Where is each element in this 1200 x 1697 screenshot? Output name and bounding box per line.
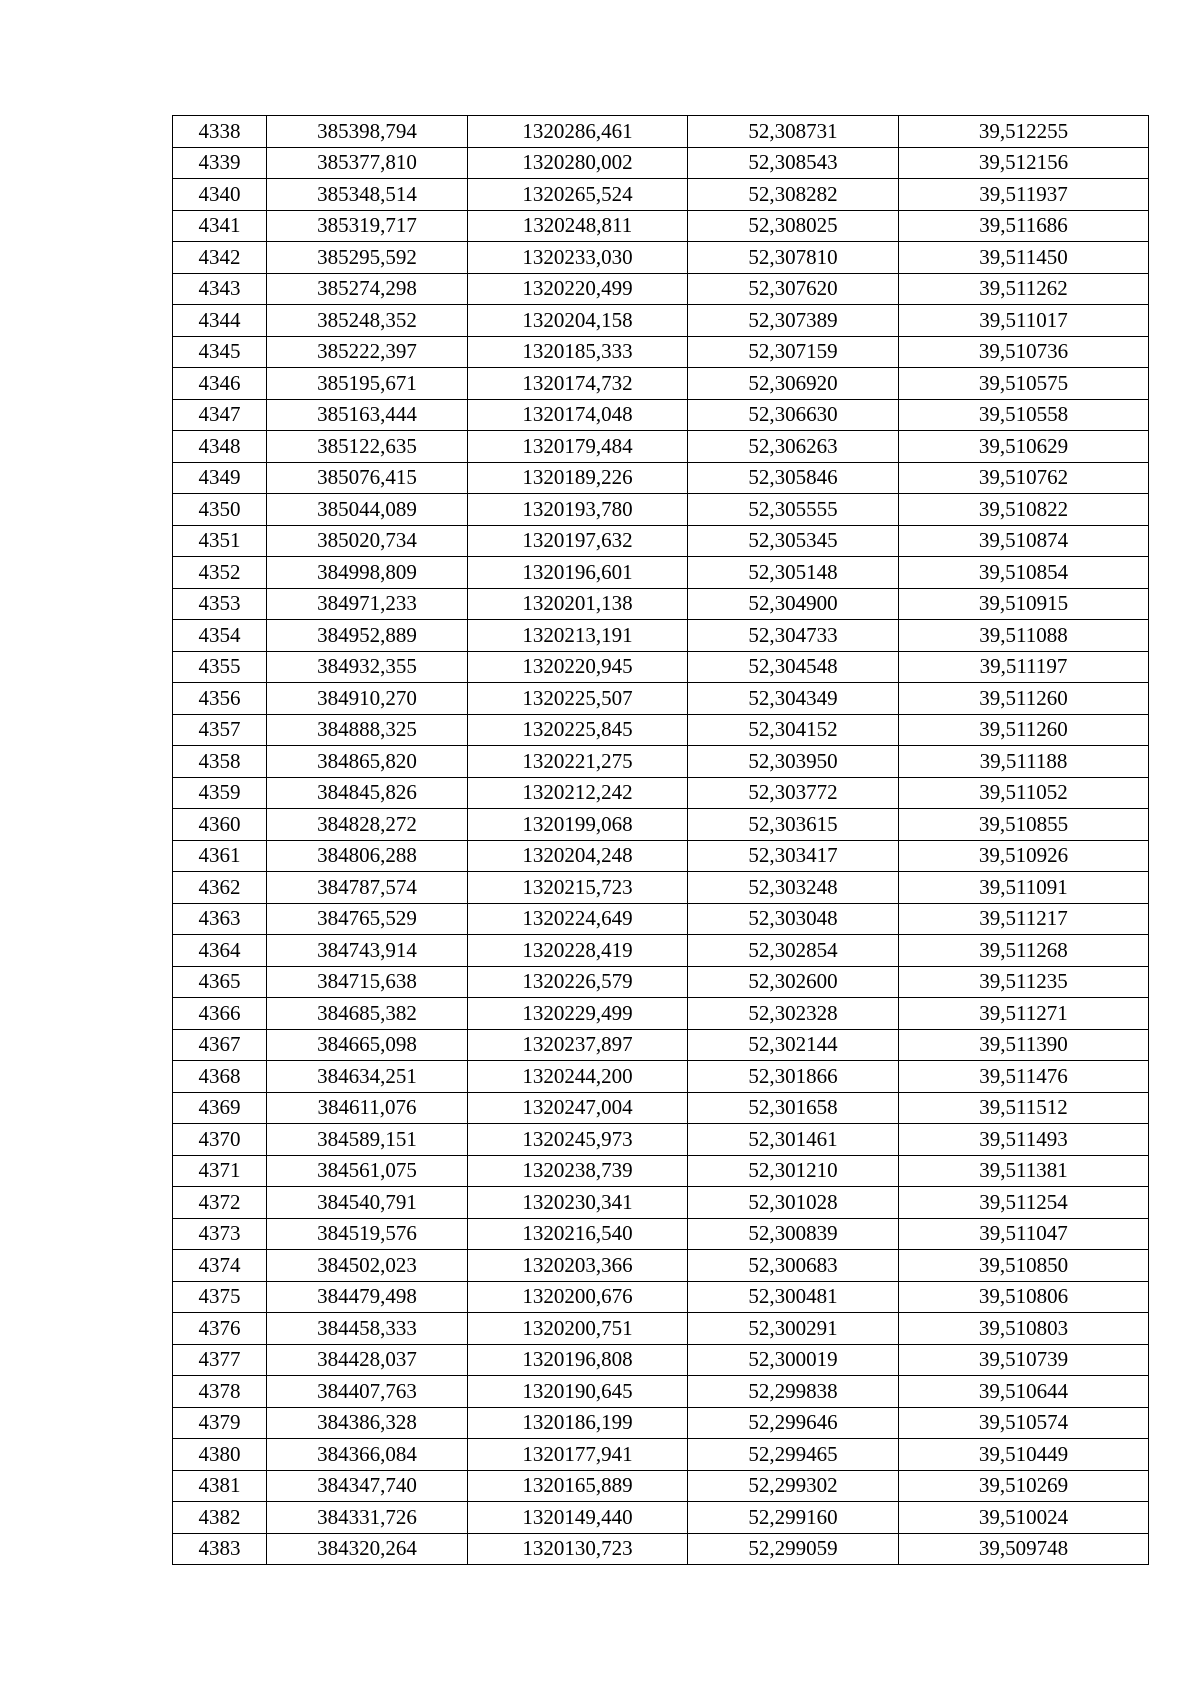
longitude-cell: 39,511088: [899, 620, 1149, 652]
latitude-cell: 52,299646: [688, 1407, 899, 1439]
longitude-cell: 39,510644: [899, 1376, 1149, 1408]
longitude-cell: 39,511381: [899, 1155, 1149, 1187]
coordinates-table-body: [173, 116, 1149, 1565]
point-number-cell: 4339: [173, 147, 267, 179]
y-coordinate-cell: 1320220,945: [468, 651, 688, 683]
x-coordinate-cell: 384932,355: [267, 651, 468, 683]
longitude-cell: 39,511091: [899, 872, 1149, 904]
point-number-cell: 4374: [173, 1250, 267, 1282]
table-row: [173, 620, 1149, 652]
longitude-cell: 39,510575: [899, 368, 1149, 400]
table-row: [173, 336, 1149, 368]
longitude-cell: 39,511235: [899, 966, 1149, 998]
point-number-cell: 4375: [173, 1281, 267, 1313]
longitude-cell: 39,511052: [899, 777, 1149, 809]
point-number-cell: 4352: [173, 557, 267, 589]
latitude-cell: 52,301461: [688, 1124, 899, 1156]
longitude-cell: 39,511390: [899, 1029, 1149, 1061]
table-row: [173, 305, 1149, 337]
table-row: [173, 1533, 1149, 1565]
longitude-cell: 39,512255: [899, 116, 1149, 148]
longitude-cell: 39,511047: [899, 1218, 1149, 1250]
point-number-cell: 4343: [173, 273, 267, 305]
table-row: [173, 1313, 1149, 1345]
x-coordinate-cell: 384428,037: [267, 1344, 468, 1376]
x-coordinate-cell: 384589,151: [267, 1124, 468, 1156]
longitude-cell: 39,511260: [899, 714, 1149, 746]
latitude-cell: 52,302328: [688, 998, 899, 1030]
y-coordinate-cell: 1320213,191: [468, 620, 688, 652]
longitude-cell: 39,511512: [899, 1092, 1149, 1124]
latitude-cell: 52,305148: [688, 557, 899, 589]
latitude-cell: 52,307810: [688, 242, 899, 274]
point-number-cell: 4356: [173, 683, 267, 715]
point-number-cell: 4376: [173, 1313, 267, 1345]
x-coordinate-cell: 384458,333: [267, 1313, 468, 1345]
x-coordinate-cell: 385348,514: [267, 179, 468, 211]
table-row: [173, 651, 1149, 683]
latitude-cell: 52,303950: [688, 746, 899, 778]
longitude-cell: 39,511450: [899, 242, 1149, 274]
x-coordinate-cell: 384611,076: [267, 1092, 468, 1124]
latitude-cell: 52,301866: [688, 1061, 899, 1093]
point-number-cell: 4349: [173, 462, 267, 494]
table-row: [173, 714, 1149, 746]
latitude-cell: 52,299838: [688, 1376, 899, 1408]
latitude-cell: 52,302144: [688, 1029, 899, 1061]
longitude-cell: 39,510850: [899, 1250, 1149, 1282]
latitude-cell: 52,303417: [688, 840, 899, 872]
x-coordinate-cell: 385398,794: [267, 116, 468, 148]
y-coordinate-cell: 1320245,973: [468, 1124, 688, 1156]
longitude-cell: 39,510739: [899, 1344, 1149, 1376]
longitude-cell: 39,510803: [899, 1313, 1149, 1345]
table-row: [173, 1029, 1149, 1061]
latitude-cell: 52,308025: [688, 210, 899, 242]
y-coordinate-cell: 1320244,200: [468, 1061, 688, 1093]
table-row: [173, 557, 1149, 589]
point-number-cell: 4363: [173, 903, 267, 935]
table-row: [173, 1155, 1149, 1187]
longitude-cell: 39,511260: [899, 683, 1149, 715]
x-coordinate-cell: 384366,084: [267, 1439, 468, 1471]
table-row: [173, 399, 1149, 431]
y-coordinate-cell: 1320179,484: [468, 431, 688, 463]
y-coordinate-cell: 1320196,601: [468, 557, 688, 589]
latitude-cell: 52,300839: [688, 1218, 899, 1250]
point-number-cell: 4341: [173, 210, 267, 242]
longitude-cell: 39,510736: [899, 336, 1149, 368]
y-coordinate-cell: 1320220,499: [468, 273, 688, 305]
point-number-cell: 4345: [173, 336, 267, 368]
y-coordinate-cell: 1320200,751: [468, 1313, 688, 1345]
point-number-cell: 4362: [173, 872, 267, 904]
point-number-cell: 4358: [173, 746, 267, 778]
longitude-cell: 39,510558: [899, 399, 1149, 431]
point-number-cell: 4340: [173, 179, 267, 211]
y-coordinate-cell: 1320215,723: [468, 872, 688, 904]
x-coordinate-cell: 385044,089: [267, 494, 468, 526]
y-coordinate-cell: 1320212,242: [468, 777, 688, 809]
x-coordinate-cell: 384386,328: [267, 1407, 468, 1439]
longitude-cell: 39,512156: [899, 147, 1149, 179]
latitude-cell: 52,307389: [688, 305, 899, 337]
latitude-cell: 52,304349: [688, 683, 899, 715]
latitude-cell: 52,305345: [688, 525, 899, 557]
latitude-cell: 52,301028: [688, 1187, 899, 1219]
point-number-cell: 4360: [173, 809, 267, 841]
x-coordinate-cell: 385248,352: [267, 305, 468, 337]
latitude-cell: 52,300291: [688, 1313, 899, 1345]
longitude-cell: 39,511017: [899, 305, 1149, 337]
longitude-cell: 39,511493: [899, 1124, 1149, 1156]
table-row: [173, 1470, 1149, 1502]
point-number-cell: 4357: [173, 714, 267, 746]
y-coordinate-cell: 1320286,461: [468, 116, 688, 148]
table-row: [173, 1281, 1149, 1313]
x-coordinate-cell: 384865,820: [267, 746, 468, 778]
y-coordinate-cell: 1320265,524: [468, 179, 688, 211]
table-row: [173, 116, 1149, 148]
table-row: [173, 1061, 1149, 1093]
x-coordinate-cell: 384952,889: [267, 620, 468, 652]
table-row: [173, 1344, 1149, 1376]
point-number-cell: 4351: [173, 525, 267, 557]
y-coordinate-cell: 1320149,440: [468, 1502, 688, 1534]
coordinates-table: [172, 115, 1149, 1565]
table-row: [173, 1124, 1149, 1156]
y-coordinate-cell: 1320174,048: [468, 399, 688, 431]
x-coordinate-cell: 384715,638: [267, 966, 468, 998]
table-row: [173, 683, 1149, 715]
latitude-cell: 52,308731: [688, 116, 899, 148]
latitude-cell: 52,303048: [688, 903, 899, 935]
table-row: [173, 179, 1149, 211]
longitude-cell: 39,510855: [899, 809, 1149, 841]
y-coordinate-cell: 1320247,004: [468, 1092, 688, 1124]
table-row: [173, 1439, 1149, 1471]
longitude-cell: 39,510806: [899, 1281, 1149, 1313]
latitude-cell: 52,305555: [688, 494, 899, 526]
x-coordinate-cell: 384320,264: [267, 1533, 468, 1565]
table-row: [173, 431, 1149, 463]
point-number-cell: 4372: [173, 1187, 267, 1219]
table-row: [173, 1376, 1149, 1408]
latitude-cell: 52,300019: [688, 1344, 899, 1376]
latitude-cell: 52,302854: [688, 935, 899, 967]
x-coordinate-cell: 384502,023: [267, 1250, 468, 1282]
table-row: [173, 525, 1149, 557]
longitude-cell: 39,510854: [899, 557, 1149, 589]
table-row: [173, 1218, 1149, 1250]
y-coordinate-cell: 1320225,845: [468, 714, 688, 746]
longitude-cell: 39,510024: [899, 1502, 1149, 1534]
table-row: [173, 1502, 1149, 1534]
point-number-cell: 4380: [173, 1439, 267, 1471]
latitude-cell: 52,299160: [688, 1502, 899, 1534]
point-number-cell: 4366: [173, 998, 267, 1030]
table-row: [173, 1407, 1149, 1439]
longitude-cell: 39,510874: [899, 525, 1149, 557]
y-coordinate-cell: 1320248,811: [468, 210, 688, 242]
table-row: [173, 872, 1149, 904]
point-number-cell: 4350: [173, 494, 267, 526]
x-coordinate-cell: 385274,298: [267, 273, 468, 305]
table-row: [173, 777, 1149, 809]
x-coordinate-cell: 384561,075: [267, 1155, 468, 1187]
table-row: [173, 998, 1149, 1030]
latitude-cell: 52,303615: [688, 809, 899, 841]
x-coordinate-cell: 384665,098: [267, 1029, 468, 1061]
longitude-cell: 39,510822: [899, 494, 1149, 526]
latitude-cell: 52,301658: [688, 1092, 899, 1124]
longitude-cell: 39,511937: [899, 179, 1149, 211]
table-row: [173, 273, 1149, 305]
y-coordinate-cell: 1320197,632: [468, 525, 688, 557]
y-coordinate-cell: 1320130,723: [468, 1533, 688, 1565]
latitude-cell: 52,307159: [688, 336, 899, 368]
table-row: [173, 966, 1149, 998]
point-number-cell: 4379: [173, 1407, 267, 1439]
x-coordinate-cell: 384845,826: [267, 777, 468, 809]
longitude-cell: 39,510762: [899, 462, 1149, 494]
table-row: [173, 588, 1149, 620]
y-coordinate-cell: 1320200,676: [468, 1281, 688, 1313]
table-row: [173, 242, 1149, 274]
point-number-cell: 4361: [173, 840, 267, 872]
x-coordinate-cell: 385222,397: [267, 336, 468, 368]
x-coordinate-cell: 385319,717: [267, 210, 468, 242]
latitude-cell: 52,307620: [688, 273, 899, 305]
x-coordinate-cell: 384540,791: [267, 1187, 468, 1219]
table-row: [173, 147, 1149, 179]
longitude-cell: 39,511268: [899, 935, 1149, 967]
longitude-cell: 39,511188: [899, 746, 1149, 778]
y-coordinate-cell: 1320174,732: [468, 368, 688, 400]
y-coordinate-cell: 1320237,897: [468, 1029, 688, 1061]
latitude-cell: 52,303248: [688, 872, 899, 904]
latitude-cell: 52,306920: [688, 368, 899, 400]
longitude-cell: 39,511686: [899, 210, 1149, 242]
y-coordinate-cell: 1320224,649: [468, 903, 688, 935]
table-row: [173, 1250, 1149, 1282]
y-coordinate-cell: 1320201,138: [468, 588, 688, 620]
x-coordinate-cell: 384407,763: [267, 1376, 468, 1408]
x-coordinate-cell: 384519,576: [267, 1218, 468, 1250]
latitude-cell: 52,308543: [688, 147, 899, 179]
latitude-cell: 52,301210: [688, 1155, 899, 1187]
latitude-cell: 52,303772: [688, 777, 899, 809]
longitude-cell: 39,510449: [899, 1439, 1149, 1471]
x-coordinate-cell: 385295,592: [267, 242, 468, 274]
x-coordinate-cell: 384888,325: [267, 714, 468, 746]
point-number-cell: 4342: [173, 242, 267, 274]
latitude-cell: 52,304733: [688, 620, 899, 652]
latitude-cell: 52,300683: [688, 1250, 899, 1282]
point-number-cell: 4346: [173, 368, 267, 400]
x-coordinate-cell: 384998,809: [267, 557, 468, 589]
x-coordinate-cell: 385195,671: [267, 368, 468, 400]
y-coordinate-cell: 1320204,248: [468, 840, 688, 872]
point-number-cell: 4359: [173, 777, 267, 809]
y-coordinate-cell: 1320225,507: [468, 683, 688, 715]
longitude-cell: 39,509748: [899, 1533, 1149, 1565]
longitude-cell: 39,511197: [899, 651, 1149, 683]
point-number-cell: 4377: [173, 1344, 267, 1376]
y-coordinate-cell: 1320177,941: [468, 1439, 688, 1471]
y-coordinate-cell: 1320165,889: [468, 1470, 688, 1502]
table-row: [173, 1187, 1149, 1219]
y-coordinate-cell: 1320216,540: [468, 1218, 688, 1250]
longitude-cell: 39,511271: [899, 998, 1149, 1030]
latitude-cell: 52,306630: [688, 399, 899, 431]
latitude-cell: 52,304548: [688, 651, 899, 683]
table-row: [173, 935, 1149, 967]
point-number-cell: 4364: [173, 935, 267, 967]
point-number-cell: 4378: [173, 1376, 267, 1408]
point-number-cell: 4354: [173, 620, 267, 652]
y-coordinate-cell: 1320280,002: [468, 147, 688, 179]
y-coordinate-cell: 1320228,419: [468, 935, 688, 967]
latitude-cell: 52,304900: [688, 588, 899, 620]
x-coordinate-cell: 384685,382: [267, 998, 468, 1030]
y-coordinate-cell: 1320230,341: [468, 1187, 688, 1219]
y-coordinate-cell: 1320221,275: [468, 746, 688, 778]
point-number-cell: 4373: [173, 1218, 267, 1250]
latitude-cell: 52,308282: [688, 179, 899, 211]
point-number-cell: 4348: [173, 431, 267, 463]
longitude-cell: 39,510269: [899, 1470, 1149, 1502]
x-coordinate-cell: 384971,233: [267, 588, 468, 620]
point-number-cell: 4365: [173, 966, 267, 998]
point-number-cell: 4371: [173, 1155, 267, 1187]
point-number-cell: 4338: [173, 116, 267, 148]
y-coordinate-cell: 1320204,158: [468, 305, 688, 337]
table-row: [173, 840, 1149, 872]
x-coordinate-cell: 385163,444: [267, 399, 468, 431]
x-coordinate-cell: 384787,574: [267, 872, 468, 904]
latitude-cell: 52,306263: [688, 431, 899, 463]
y-coordinate-cell: 1320185,333: [468, 336, 688, 368]
longitude-cell: 39,510574: [899, 1407, 1149, 1439]
x-coordinate-cell: 384806,288: [267, 840, 468, 872]
y-coordinate-cell: 1320190,645: [468, 1376, 688, 1408]
x-coordinate-cell: 384479,498: [267, 1281, 468, 1313]
point-number-cell: 4355: [173, 651, 267, 683]
x-coordinate-cell: 384828,272: [267, 809, 468, 841]
longitude-cell: 39,511262: [899, 273, 1149, 305]
table-row: [173, 462, 1149, 494]
point-number-cell: 4369: [173, 1092, 267, 1124]
latitude-cell: 52,299302: [688, 1470, 899, 1502]
y-coordinate-cell: 1320233,030: [468, 242, 688, 274]
table-row: [173, 210, 1149, 242]
x-coordinate-cell: 384765,529: [267, 903, 468, 935]
latitude-cell: 52,299465: [688, 1439, 899, 1471]
x-coordinate-cell: 384910,270: [267, 683, 468, 715]
latitude-cell: 52,305846: [688, 462, 899, 494]
x-coordinate-cell: 384743,914: [267, 935, 468, 967]
point-number-cell: 4381: [173, 1470, 267, 1502]
point-number-cell: 4370: [173, 1124, 267, 1156]
y-coordinate-cell: 1320203,366: [468, 1250, 688, 1282]
y-coordinate-cell: 1320189,226: [468, 462, 688, 494]
x-coordinate-cell: 384331,726: [267, 1502, 468, 1534]
longitude-cell: 39,510926: [899, 840, 1149, 872]
table-row: [173, 494, 1149, 526]
longitude-cell: 39,511476: [899, 1061, 1149, 1093]
y-coordinate-cell: 1320196,808: [468, 1344, 688, 1376]
y-coordinate-cell: 1320226,579: [468, 966, 688, 998]
latitude-cell: 52,304152: [688, 714, 899, 746]
y-coordinate-cell: 1320199,068: [468, 809, 688, 841]
longitude-cell: 39,511254: [899, 1187, 1149, 1219]
point-number-cell: 4347: [173, 399, 267, 431]
point-number-cell: 4383: [173, 1533, 267, 1565]
point-number-cell: 4368: [173, 1061, 267, 1093]
table-row: [173, 1092, 1149, 1124]
y-coordinate-cell: 1320229,499: [468, 998, 688, 1030]
point-number-cell: 4344: [173, 305, 267, 337]
y-coordinate-cell: 1320238,739: [468, 1155, 688, 1187]
latitude-cell: 52,299059: [688, 1533, 899, 1565]
x-coordinate-cell: 385020,734: [267, 525, 468, 557]
latitude-cell: 52,300481: [688, 1281, 899, 1313]
y-coordinate-cell: 1320186,199: [468, 1407, 688, 1439]
x-coordinate-cell: 384634,251: [267, 1061, 468, 1093]
x-coordinate-cell: 384347,740: [267, 1470, 468, 1502]
latitude-cell: 52,302600: [688, 966, 899, 998]
x-coordinate-cell: 385122,635: [267, 431, 468, 463]
table-row: [173, 368, 1149, 400]
x-coordinate-cell: 385377,810: [267, 147, 468, 179]
table-row: [173, 746, 1149, 778]
table-row: [173, 809, 1149, 841]
longitude-cell: 39,511217: [899, 903, 1149, 935]
y-coordinate-cell: 1320193,780: [468, 494, 688, 526]
table-row: [173, 903, 1149, 935]
longitude-cell: 39,510915: [899, 588, 1149, 620]
x-coordinate-cell: 385076,415: [267, 462, 468, 494]
point-number-cell: 4353: [173, 588, 267, 620]
point-number-cell: 4382: [173, 1502, 267, 1534]
point-number-cell: 4367: [173, 1029, 267, 1061]
longitude-cell: 39,510629: [899, 431, 1149, 463]
